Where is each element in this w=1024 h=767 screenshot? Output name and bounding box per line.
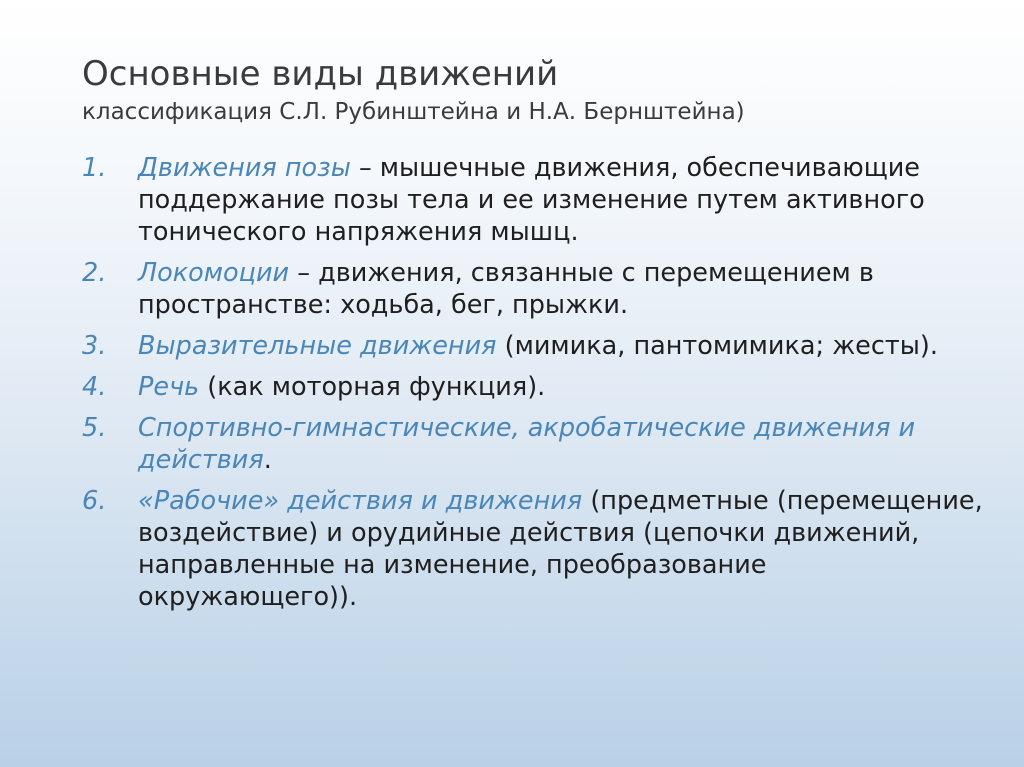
item-term: Речь: [138, 372, 200, 402]
item-description: – мышечные движения, обеспечивающие поддержание позы тела и ее изменение путем активного тонического напряжения мышц.: [138, 153, 925, 247]
item-description: – движения, связанные с перемещением в пространстве: ходьба, бег, прыжки.: [138, 258, 874, 320]
item-term: «Рабочие» действия и движения: [138, 486, 583, 516]
item-term: Спортивно-гимнастические, акробатические движения и действия: [138, 413, 916, 475]
list-item: [82, 152, 987, 248]
list-item: [82, 485, 987, 613]
item-description: (мимика, пантомимика; жесты).: [496, 331, 938, 361]
slide-subtitle: классификация С.Л. Рубинштейна и Н.А. Бернштейна): [82, 99, 745, 125]
list-item: [82, 330, 987, 362]
item-number: 6.: [82, 486, 107, 516]
item-term: Локомоции: [138, 258, 290, 288]
title-block: [82, 52, 982, 128]
movement-types-list: [82, 152, 987, 622]
item-term: Выразительные движения: [138, 331, 497, 361]
list-item: [82, 371, 987, 403]
item-term: Движения позы: [138, 153, 351, 183]
item-number: 4.: [82, 372, 107, 402]
item-number: 1.: [82, 153, 107, 183]
item-number: 5.: [82, 413, 107, 443]
item-number: 3.: [82, 331, 107, 361]
item-description: (предметные (перемещение, воздействие) и орудийные действия (цепочки движений, направленные на изменение, преобразование окружающего)).: [138, 486, 983, 612]
slide-title: Основные виды движений: [82, 54, 559, 94]
list-item: [82, 412, 987, 476]
item-description: (как моторная функция).: [199, 372, 546, 402]
item-number: 2.: [82, 258, 107, 288]
item-description: .: [263, 445, 272, 475]
list-item: [82, 257, 987, 321]
